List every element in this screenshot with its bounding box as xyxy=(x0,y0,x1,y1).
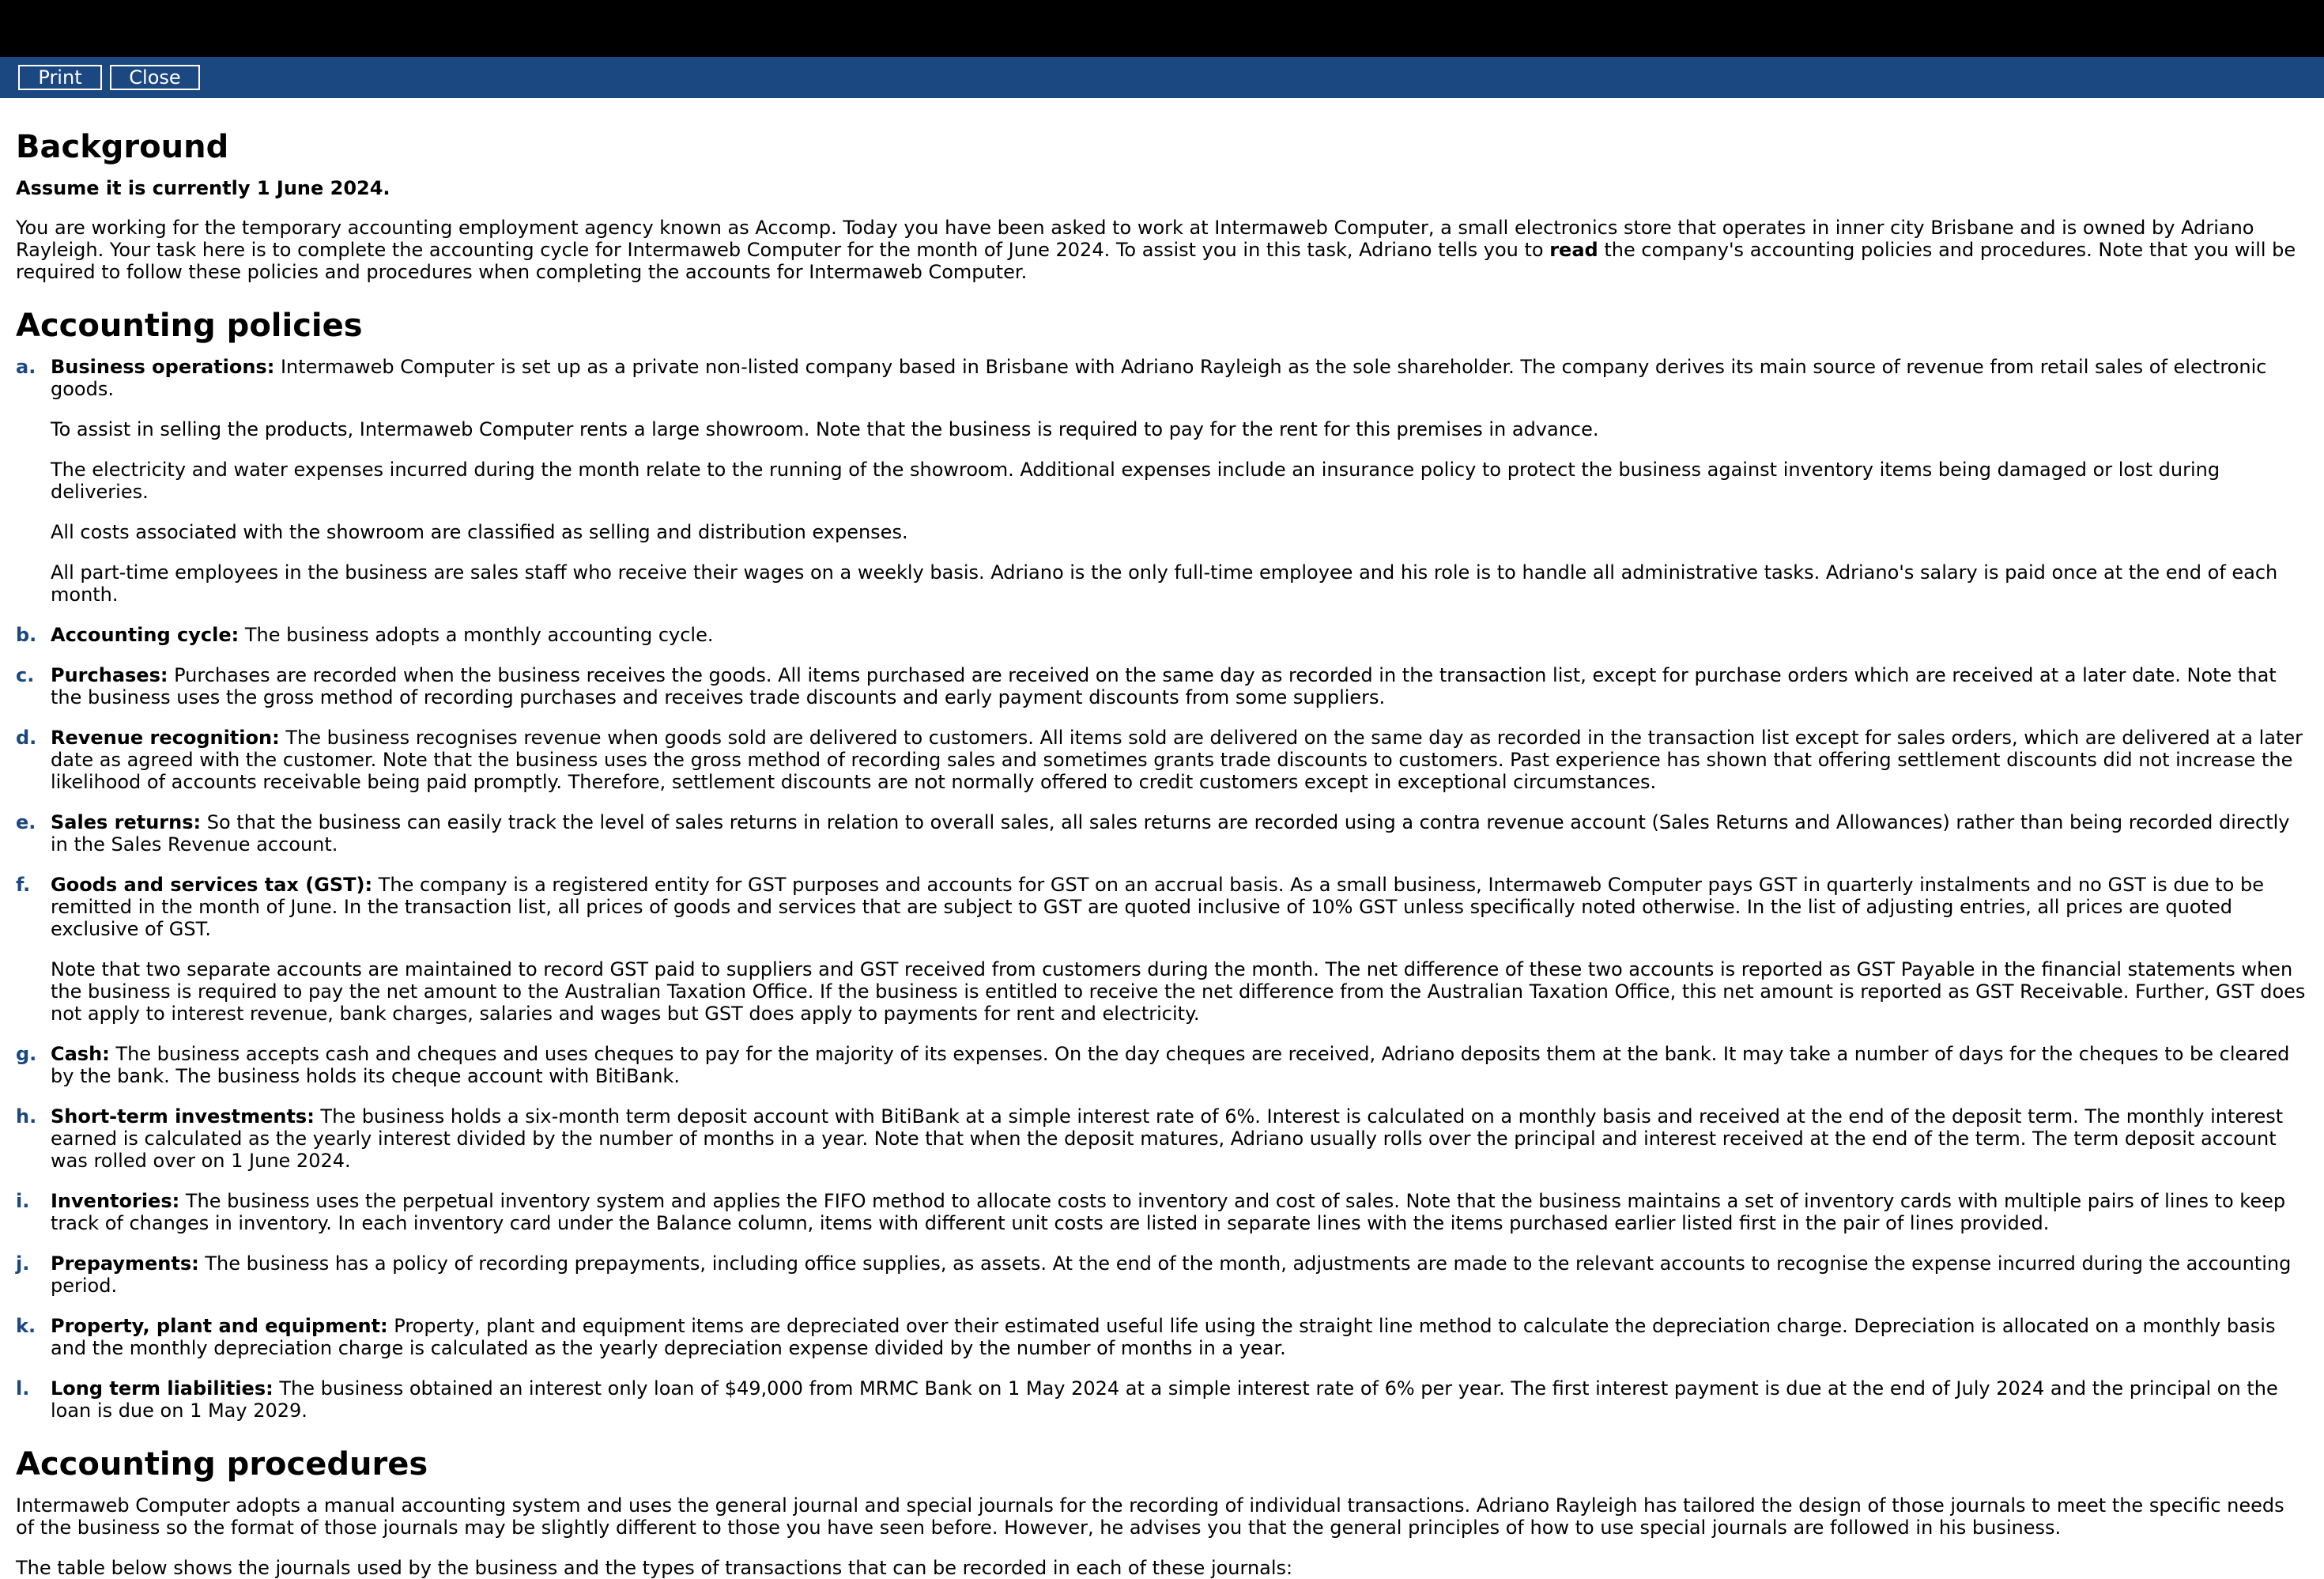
policy-paragraph xyxy=(51,1105,2308,1172)
policy-extra-paragraph: The electricity and water expenses incurred during the month relate to the running of the showroom. Additional expenses include an insurance policy to protect the business against inventory items being damaged or lost during deliveries. xyxy=(51,459,2220,503)
policy-body xyxy=(51,1252,2308,1297)
policy-text: Intermaweb Computer is set up as a private non-listed company based in Brisbane with Adriano Rayleigh as the sole shareholder. The company derives its main source of revenue from retail sales of electronic goods. xyxy=(51,356,2267,400)
policy-text: The business accepts cash and cheques and uses cheques to pay for the majority of its expenses. On the day cheques are received, Adriano deposits them at the bank. It may take a number of days for the cheques to be cleared by the bank. The business holds its cheque account with BitiBank. xyxy=(51,1043,2290,1087)
top-black-bar xyxy=(0,0,2324,57)
policy-text: The company is a registered entity for GST purposes and accounts for GST on an accrual basis. As a small business, Intermaweb Computer pays GST in quarterly instalments and no GST is due to be remitted in the month of June. In the transaction list, all prices of goods and services that are subject to GST are quoted inclusive of 10% GST unless specifically noted otherwise. In the list of adjusting entries, all prices are quoted exclusive of GST. xyxy=(51,874,2264,940)
policy-text: The business adopts a monthly accounting cycle. xyxy=(239,624,714,646)
policy-extra-paragraph: All costs associated with the showroom are classified as selling and distribution expenses. xyxy=(51,521,908,543)
policy-title: Revenue recognition: xyxy=(51,727,280,749)
print-button[interactable]: Print xyxy=(18,65,102,90)
assume-date-text: Assume it is currently 1 June 2024. xyxy=(16,177,390,199)
policy-text: Purchases are recorded when the business receives the goods. All items purchased are received on the same day as recorded in the transaction list, except for purchase orders which are received at a later date. Note that the business uses the gross method of recording purchases and receives trade discounts and early payment discounts from some suppliers. xyxy=(51,664,2277,708)
background-intro xyxy=(16,217,2308,283)
intro-text-part1: You are working for the temporary accounting employment agency known as Accomp. Today you have been asked to work at Intermaweb Computer, a small electronics store that operates in inner city Brisbane and is owned by Adriano Rayleigh. Your task here is to complete the accounting cycle for Intermaweb Computer for the month of June 2024. To assist you in this task, Adriano tells you to xyxy=(16,217,2254,261)
policy-text: The business holds a six-month term deposit account with BitiBank at a simple interest rate of 6%. Interest is calculated on a monthly basis and received at the end of the deposit term. The monthly interest earned is calculated as the yearly interest divided by the number of months in a year. Note that when the deposit matures, Adriano usually rolls over the principal and interest received at the end of the term. The term deposit account was rolled over on 1 June 2024. xyxy=(51,1105,2284,1172)
intro-text-part2: the company's accounting policies and procedures. Note that you will be required to follow these policies and procedures when completing the accounts for Intermaweb Computer. xyxy=(16,239,2296,283)
policy-paragraph xyxy=(51,811,2308,856)
policy-text: So that the business can easily track the level of sales returns in relation to overall sales, all sales returns are recorded using a contra revenue account (Sales Returns and Allowances) rather than being recorded directly in the Sales Revenue account. xyxy=(51,811,2290,856)
policy-letter: i. xyxy=(16,1190,30,1212)
policies-heading: Accounting policies xyxy=(16,308,363,344)
policy-letter: d. xyxy=(16,727,37,749)
policy-letter: e. xyxy=(16,811,36,833)
policy-extra-paragraph: Note that two separate accounts are maintained to record GST paid to suppliers and GST received from customers during the month. The net difference of these two accounts is reported as GST Payable in the financial statements when the business is required to pay the net amount to the Australian Taxation Office. If the business is entitled to receive the net difference from the Australian Taxation Office, this net amount is reported as GST Receivable. Further, GST does not apply to interest revenue, bank charges, salaries and wages but GST does apply to payments for rent and electricity. xyxy=(51,958,2306,1025)
policy-item xyxy=(16,664,2308,708)
policy-paragraph xyxy=(51,1252,2308,1297)
policy-title: Property, plant and equipment: xyxy=(51,1315,388,1337)
policy-paragraph xyxy=(51,1315,2308,1359)
policy-title: Sales returns: xyxy=(51,811,202,833)
policy-letter: k. xyxy=(16,1315,36,1337)
policy-body xyxy=(51,1043,2308,1087)
policy-item xyxy=(16,1315,2308,1359)
policy-letter: l. xyxy=(16,1377,30,1400)
policy-title: Goods and services tax (GST): xyxy=(51,874,373,896)
policy-title: Prepayments: xyxy=(51,1252,199,1275)
policy-letter: j. xyxy=(16,1252,30,1275)
policy-body xyxy=(51,727,2308,793)
policy-letter: f. xyxy=(16,874,31,896)
policy-title: Accounting cycle: xyxy=(51,624,240,646)
policy-paragraph xyxy=(51,356,2308,400)
policy-paragraph xyxy=(51,727,2308,793)
policy-paragraph xyxy=(51,874,2308,940)
policy-body xyxy=(51,624,2308,646)
policy-body xyxy=(51,356,2308,606)
policy-item xyxy=(16,624,2308,646)
policy-item xyxy=(16,1190,2308,1234)
policy-text: The business obtained an interest only loan of $49,000 from MRMC Bank on 1 May 2024 at a simple interest rate of 6% per year. The first interest payment is due at the end of July 2024 and the principal on the loan is due on 1 May 2029. xyxy=(51,1377,2278,1422)
policy-item xyxy=(16,356,2308,606)
policy-paragraph xyxy=(51,664,2308,708)
policy-item xyxy=(16,1377,2308,1422)
policy-text: Property, plant and equipment items are depreciated over their estimated useful life using the straight line method to calculate the depreciation charge. Depreciation is allocated on a monthly basis and the monthly depreciation charge is calculated as the yearly depreciation expense divided by the number of months in a year. xyxy=(51,1315,2276,1359)
background-heading: Background xyxy=(16,129,229,165)
policy-body xyxy=(51,874,2308,1025)
policy-item xyxy=(16,1252,2308,1297)
policy-title: Short-term investments: xyxy=(51,1105,315,1128)
policy-title: Cash: xyxy=(51,1043,110,1065)
policy-item xyxy=(16,727,2308,793)
procedures-paragraph-1: Intermaweb Computer adopts a manual accounting system and uses the general journal and special journals for the recording of individual transactions. Adriano Rayleigh has tailored the design of those journals to meet the specific needs of the business so the format of those journals may be slightly different to those you have seen before. However, he advises you that the general principles of how to use special journals are followed in his business. xyxy=(16,1494,2284,1539)
policy-item xyxy=(16,811,2308,856)
policy-title: Long term liabilities: xyxy=(51,1377,274,1400)
policy-item xyxy=(16,874,2308,1025)
procedures-paragraph-2: The table below shows the journals used by the business and the types of transactions that can be recorded in each of these journals: xyxy=(16,1557,1293,1579)
policy-extra-paragraph: To assist in selling the products, Intermaweb Computer rents a large showroom. Note that the business is required to pay for the rent for this premises in advance. xyxy=(51,418,1599,440)
policy-body xyxy=(51,1315,2308,1359)
policy-body xyxy=(51,1377,2308,1422)
policy-extra-paragraph: All part-time employees in the business are sales staff who receive their wages on a weekly basis. Adriano is the only full-time employee and his role is to handle all administrative tasks. Adriano's salary is paid once at the end of each month. xyxy=(51,561,2278,606)
policy-letter: c. xyxy=(16,664,35,686)
policy-item xyxy=(16,1043,2308,1087)
policy-text: The business uses the perpetual inventory system and applies the FIFO method to allocate costs to inventory and cost of sales. Note that the business maintains a set of inventory cards with multiple pairs of lines to keep track of changes in inventory. In each inventory card under the Balance column, items with different unit costs are listed in separate lines with the items purchased earlier listed first in the pair of lines provided. xyxy=(51,1190,2286,1234)
policy-paragraph xyxy=(51,1377,2308,1422)
policy-letter: h. xyxy=(16,1105,37,1128)
toolbar xyxy=(0,57,2324,98)
policy-letter: a. xyxy=(16,356,36,378)
policy-letter: b. xyxy=(16,624,37,646)
policy-body xyxy=(51,1105,2308,1172)
policy-body xyxy=(51,1190,2308,1234)
document-content xyxy=(0,98,2324,1579)
policy-body xyxy=(51,811,2308,856)
policy-paragraph xyxy=(51,624,2308,646)
policy-text: The business has a policy of recording prepayments, including office supplies, as assets. At the end of the month, adjustments are made to the relevant accounts to recognise the expense incurred during the accounting period. xyxy=(51,1252,2292,1297)
intro-text-bold: read xyxy=(1549,239,1598,261)
policy-body xyxy=(51,664,2308,708)
policy-paragraph xyxy=(51,1190,2308,1234)
policies-list xyxy=(16,356,2308,1422)
procedures-heading: Accounting procedures xyxy=(16,1446,428,1483)
policy-item xyxy=(16,1105,2308,1172)
policy-title: Business operations: xyxy=(51,356,275,378)
policy-text: The business recognises revenue when goods sold are delivered to customers. All items sold are delivered on the same day as recorded in the transaction list except for sales orders, which are delivered at a later date as agreed with the customer. Note that the business uses the gross method of recording sales and sometimes grants trade discounts to customers. Past experience has shown that offering settlement discounts did not increase the likelihood of accounts receivable being paid promptly. Therefore, settlement discounts are not normally offered to credit customers except in exceptional circumstances. xyxy=(51,727,2303,793)
policy-title: Inventories: xyxy=(51,1190,180,1212)
close-button[interactable]: Close xyxy=(110,65,200,90)
policy-letter: g. xyxy=(16,1043,37,1065)
policy-title: Purchases: xyxy=(51,664,168,686)
policy-paragraph xyxy=(51,1043,2308,1087)
